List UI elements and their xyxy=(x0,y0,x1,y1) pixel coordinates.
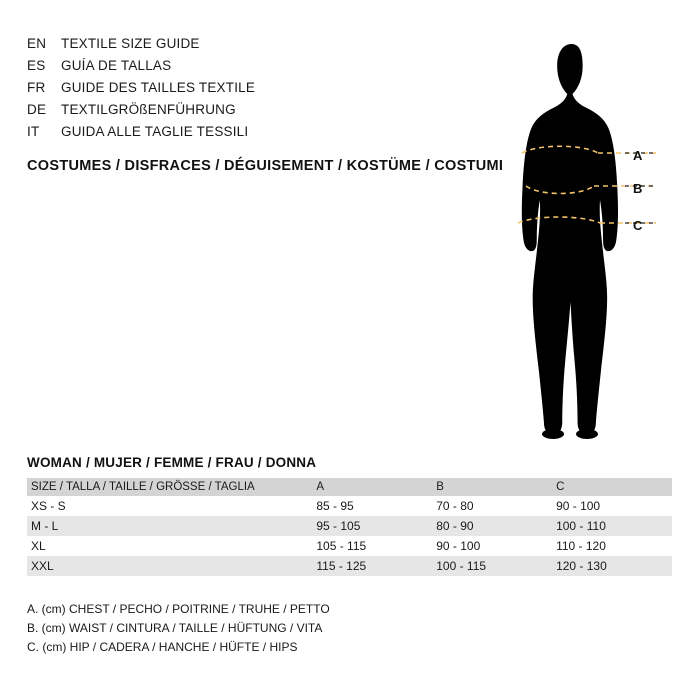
language-code: IT xyxy=(27,124,40,139)
table-row xyxy=(27,496,672,516)
language-row xyxy=(27,36,447,58)
cell-size: M - L xyxy=(27,516,312,536)
column-header-b: B xyxy=(432,478,552,496)
cell-b: 70 - 80 xyxy=(432,496,552,516)
column-header-size: SIZE / TALLA / TAILLE / GRÖSSE / TAGLIA xyxy=(27,478,312,496)
language-code: EN xyxy=(27,36,47,51)
language-list xyxy=(27,36,447,146)
table-row xyxy=(27,536,672,556)
cell-a: 95 - 105 xyxy=(312,516,432,536)
female-silhouette-icon xyxy=(470,20,680,440)
cell-c: 110 - 120 xyxy=(552,536,672,556)
language-text: TEXTILGRÖßENFÜHRUNG xyxy=(61,102,236,117)
measure-label-b: B xyxy=(633,181,643,196)
cell-size: XS - S xyxy=(27,496,312,516)
cell-c: 100 - 110 xyxy=(552,516,672,536)
language-code: FR xyxy=(27,80,46,95)
cell-b: 100 - 115 xyxy=(432,556,552,576)
language-row xyxy=(27,102,447,124)
table-header-row xyxy=(27,478,672,496)
language-text: TEXTILE SIZE GUIDE xyxy=(61,36,200,51)
cell-b: 80 - 90 xyxy=(432,516,552,536)
cell-size: XXL xyxy=(27,556,312,576)
column-header-a: A xyxy=(312,478,432,496)
language-text: GUIDA ALLE TAGLIE TESSILI xyxy=(61,124,249,139)
cell-a: 115 - 125 xyxy=(312,556,432,576)
language-text: GUÍA DE TALLAS xyxy=(61,58,172,73)
language-text: GUIDE DES TAILLES TEXTILE xyxy=(61,80,256,95)
column-header-c: C xyxy=(552,478,672,496)
costumes-heading: COSTUMES / DISFRACES / DÉGUISEMENT / KOSTÜME / COSTUMI xyxy=(27,158,504,174)
legend-line-a: A. (cm) CHEST / PECHO / POITRINE / TRUHE / PETTO xyxy=(27,602,330,616)
cell-c: 120 - 130 xyxy=(552,556,672,576)
cell-a: 105 - 115 xyxy=(312,536,432,556)
table-title: WOMAN / MUJER / FEMME / FRAU / DONNA xyxy=(27,455,317,470)
language-code: ES xyxy=(27,58,46,73)
measurement-legend xyxy=(27,600,330,657)
size-table-section xyxy=(27,455,672,576)
language-code: DE xyxy=(27,102,47,117)
measure-label-c: C xyxy=(633,218,643,233)
table-row xyxy=(27,556,672,576)
measure-label-a: A xyxy=(633,148,643,163)
size-table xyxy=(27,478,672,576)
legend-line-b: B. (cm) WAIST / CINTURA / TAILLE / HÜFTUNG / VITA xyxy=(27,621,323,635)
body-figure xyxy=(470,20,680,440)
language-row xyxy=(27,58,447,80)
table-row xyxy=(27,516,672,536)
cell-b: 90 - 100 xyxy=(432,536,552,556)
cell-a: 85 - 95 xyxy=(312,496,432,516)
language-row xyxy=(27,124,447,146)
cell-c: 90 - 100 xyxy=(552,496,672,516)
legend-line-c: C. (cm) HIP / CADERA / HANCHE / HÜFTE / HIPS xyxy=(27,640,298,654)
cell-size: XL xyxy=(27,536,312,556)
language-row xyxy=(27,80,447,102)
